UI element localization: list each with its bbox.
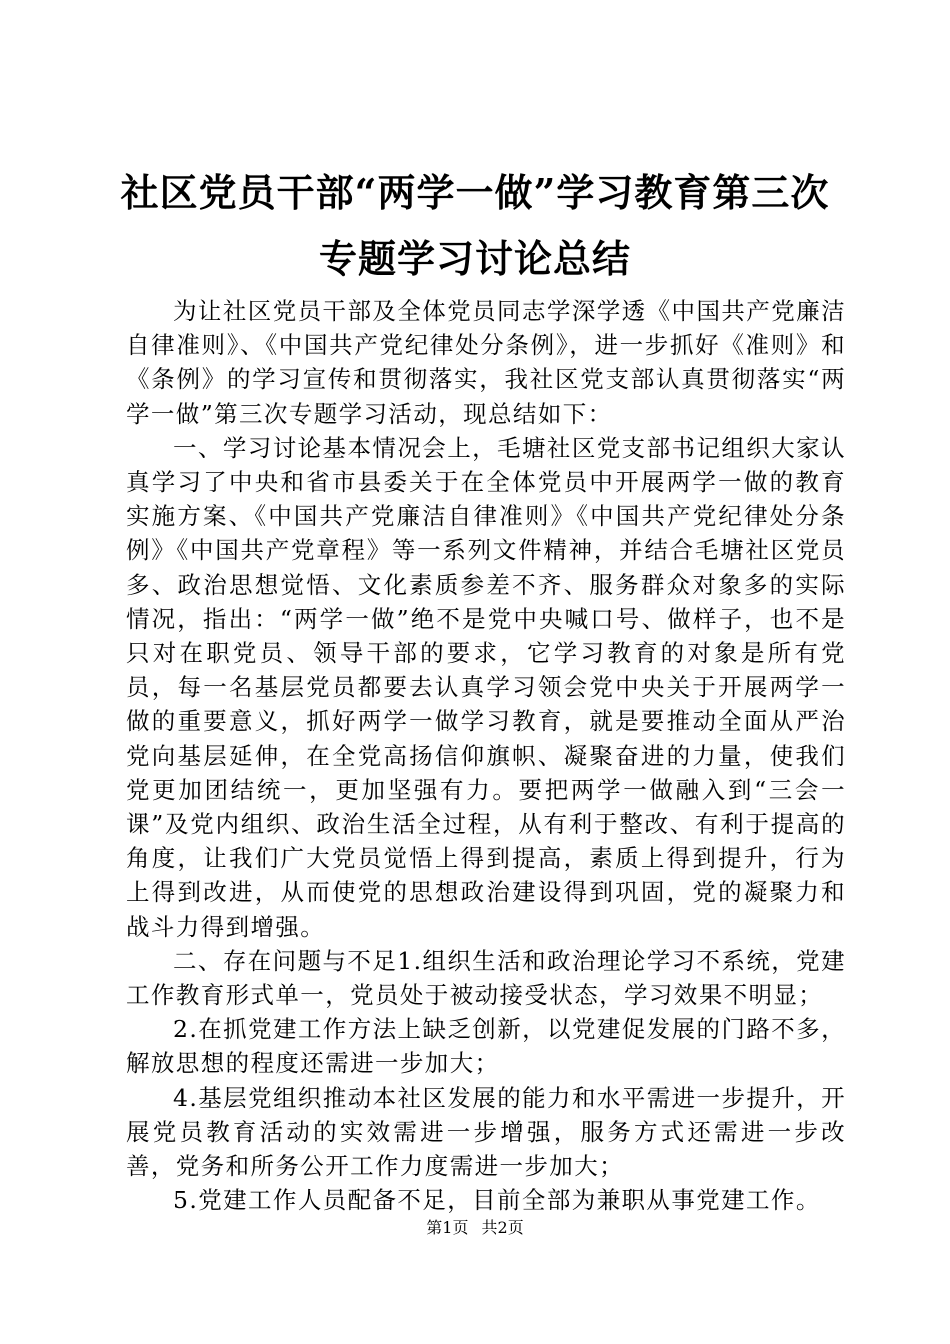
- page-footer: [0, 1216, 950, 1240]
- page-total: 共2页: [481, 1218, 524, 1237]
- section-one-paragraph: 一、学习讨论基本情况会上，毛塘社区党支部书记组织大家认真学习了中央和省市县委关于在全体党员中开展两学一做的教育实施方案、《中国共产党廉洁自律准则》《中国共产党纪律处分条例》《中国共产党章程》等一系列文件精神，并结合毛塘社区党员多、政治思想觉悟、文化素质参差不齐、服务群众对象多的实际情况，指出：“两学一做”绝不是党中央喊口号、做样子，也不是只对在职党员、领导干部的要求，它学习教育的对象是所有党员，每一名基层党员都要去认真学习领会党中央关于开展两学一做的重要意义，抓好两学一做学习教育，就是要推动全面从严治党向基层延伸，在全党高扬信仰旗帜、凝聚奋进的力量，使我们党更加团结统一，更加坚强有力。要把两学一做融入到“三会一课”及党内组织、政治生活全过程，从有利于整改、有利于提高的角度，让我们广大党员觉悟上得到提高，素质上得到提升，行为上得到改进，从而使党的思想政治建设得到巩固，党的凝聚力和战斗力得到增强。: [126, 433, 846, 941]
- issue-item-2: 2.在抓党建工作方法上缺乏创新，以党建促发展的门路不多，解放思想的程度还需进一步加大；: [126, 1015, 846, 1078]
- document-body: [126, 294, 846, 1217]
- issue-item-5: 5.党建工作人员配备不足，目前全部为兼职从事党建工作。: [173, 1186, 821, 1215]
- issue-item-4: 4.基层党组织推动本社区发展的能力和水平需进一步提升，开展党员教育活动的实效需进一步增强，服务方式还需进一步改善，党务和所务公开工作力度需进一步加大；: [126, 1083, 846, 1181]
- document-title: 社区党员干部“两学一做”学习教育第三次专题学习讨论总结: [120, 170, 830, 281]
- intro-paragraph: 为让社区党员干部及全体党员同志学深学透《中国共产党廉洁自律准则》、《中国共产党纪律处分条例》，进一步抓好《准则》和《条例》的学习宣传和贯彻落实，我社区党支部认真贯彻落实“两学一做”第三次专题学习活动，现总结如下：: [126, 297, 846, 428]
- section-two-paragraph: 二、存在问题与不足1.组织生活和政治理论学习不系统，党建工作教育形式单一，党员处于被动接受状态，学习效果不明显；: [126, 946, 846, 1010]
- page-number: 第1页: [426, 1218, 469, 1237]
